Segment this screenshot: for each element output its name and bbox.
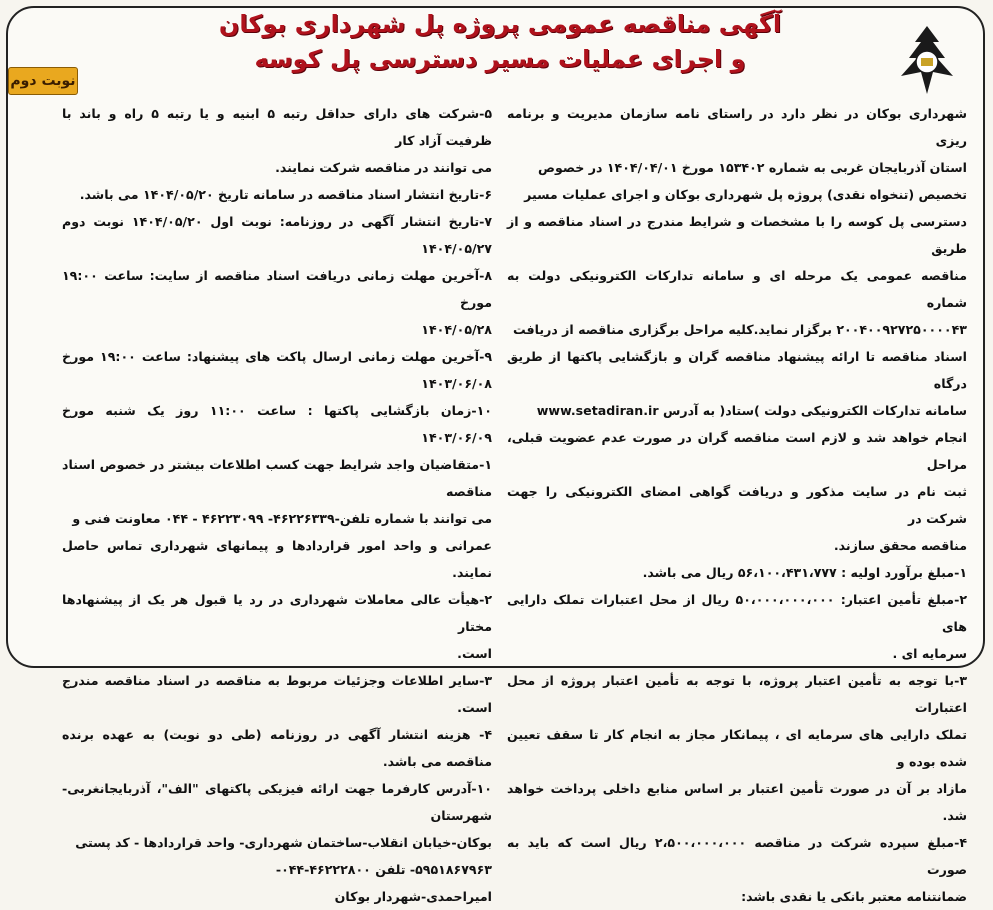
municipality-logo-icon — [887, 22, 967, 98]
edition-badge: نوبت دوم — [8, 67, 78, 95]
text-line: تخصیص (تنخواه نقدی) پروژه پل شهرداری بوکان و اجرای عملیات مسیر — [524, 187, 967, 202]
text-line: ۴- هزینه انتشار آگهی در روزنامه (طی دو نوبت) به عهده برنده مناقصه می باشد. — [62, 727, 492, 769]
text-line: شهرداری بوکان در نظر دارد در راستای نامه سازمان مدیریت و برنامه ریزی — [507, 106, 967, 148]
text-line: ۱-متقاضیان واجد شرایط جهت کسب اطلاعات بیشتر در خصوص اسناد مناقصه — [62, 457, 492, 499]
text-line: سرمایه ای . — [892, 646, 967, 661]
text-line: بوکان-خیابان انقلاب-ساختمان شهرداری- واحد قراردادها - کد پستی — [75, 835, 492, 850]
left-column — [62, 100, 492, 910]
text-line-url[interactable]: سامانه تدارکات الکترونیکی دولت )ستاد( به آدرس www.setadiran.ir — [536, 403, 967, 418]
text-line: تملک دارایی های سرمایه ای ، پیمانکار مجاز به انجام کار تا سقف تعیین شده بوده و — [507, 727, 967, 769]
notice-title-line1: آگهی مناقصه عمومی پروژه پل شهرداری بوکان — [218, 10, 782, 38]
text-line: ثبت نام در سایت مذکور و دریافت گواهی امضای الکترونیکی را جهت شرکت در — [507, 484, 967, 526]
text-line: انجام خواهد شد و لازم است مناقصه گران در صورت عدم عضویت قبلی، مراحل — [507, 430, 967, 472]
text-line: ۲-هیأت عالی معاملات شهرداری در رد یا قبول هر یک از پیشنهادها مختار — [62, 592, 492, 634]
text-line: ۷-تاریخ انتشار آگهی در روزنامه: نوبت اول ۱۴۰۴/۰۵/۲۰ نوبت دوم ۱۴۰۴/۰۵/۲۷ — [62, 214, 492, 256]
text-line: ۲۰۰۴۰۰۹۲۷۲۵۰۰۰۰۴۳ برگزار نماید.کلیه مراحل برگزاری مناقصه از دریافت — [513, 322, 967, 337]
text-line: ۴-مبلغ سپرده شرکت در مناقصه ۲،۵۰۰،۰۰۰،۰۰۰ ریال است که باید به صورت — [507, 835, 967, 877]
text-line: است. — [457, 646, 492, 661]
text-line: ۱۰-آدرس کارفرما جهت ارائه فیزیکی پاکتهای "الف"، آذربایجانغربی-شهرستان — [62, 781, 492, 823]
text-line: ۹-آخرین مهلت زمانی ارسال پاکت های پیشنهاد: ساعت ۱۹:۰۰ مورخ ۱۴۰۳/۰۶/۰۸ — [62, 349, 493, 391]
text-line: ۳-سایر اطلاعات وجزئیات مربوط به مناقصه در اسناد مناقصه مندرج است. — [62, 673, 492, 715]
text-line: مناقصه عمومی یک مرحله ای و سامانه تدارکات الکترونیکی دولت به شماره — [507, 268, 967, 310]
text-line: اسناد مناقصه تا ارائه پیشنهاد مناقصه گران و بازگشایی پاکتها از طریق درگاه — [507, 349, 967, 391]
text-line: ۳-با توجه به تأمین اعتبار پروژه، با توجه به تأمین اعتبار پروژه از محل اعتبارات — [507, 673, 967, 715]
text-line: دسترسی پل کوسه را با مشخصات و شرایط مندرج در اسناد مناقصه و از طریق — [507, 214, 967, 256]
text-line: ۱۴۰۴/۰۵/۲۸ — [421, 322, 492, 337]
text-line: ۵۹۵۱۸۶۷۹۶۳- تلفن ۴۶۲۲۲۸۰۰-۰۴۴- — [275, 862, 492, 877]
text-line: استان آذربایجان غربی به شماره ۱۵۳۴۰۲ مورخ ۱۴۰۴/۰۴/۰۱ در خصوص — [538, 160, 967, 175]
text-line: مازاد بر آن در صورت تأمین اعتبار بر اساس منابع داخلی پرداخت خواهد شد. — [507, 781, 967, 823]
text-line: مناقصه محقق سازند. — [833, 538, 967, 553]
text-line: ۸-آخرین مهلت زمانی دریافت اسناد مناقصه از سایت: ساعت ۱۹:۰۰ مورخ — [62, 268, 492, 310]
right-column — [507, 100, 967, 910]
notice-title-line2: و اجرای عملیات مسیر دسترسی پل کوسه — [254, 45, 746, 73]
text-line: ۱۰-زمان بازگشایی پاکتها : ساعت ۱۱:۰۰ روز یک شنبه مورخ ۱۴۰۳/۰۶/۰۹ — [62, 403, 492, 445]
text-line: می توانند در مناقصه شرکت نمایند. — [275, 160, 492, 175]
text-line: ۵-شرکت های دارای حداقل رتبه ۵ ابنیه و یا رتبه ۵ راه و باند با ظرفیت آزاد کار — [62, 106, 493, 148]
text-line: ۶-تاریخ انتشار اسناد مناقصه در سامانه تاریخ ۱۴۰۴/۰۵/۲۰ می باشد. — [79, 187, 492, 202]
text-line: عمرانی و واحد امور قراردادها و پیمانهای شهرداری تماس حاصل نمایند. — [62, 538, 492, 580]
text-line: ۲-مبلغ تأمین اعتبار: ۵۰،۰۰۰،۰۰۰،۰۰۰ ریال از محل اعتبارات تملک دارایی های — [507, 592, 967, 634]
text-line: ۱-مبلغ برآورد اولیه : ۵۶،۱۰۰،۴۳۱،۷۷۷ ریال می باشد. — [642, 565, 967, 580]
text-line: ضمانتنامه معتبر بانکی یا نقدی باشد: — [741, 889, 967, 904]
text-line: می توانند با شماره تلفن-۴۶۲۲۶۳۳۹- ۴۶۲۲۳۰۹۹ - ۰۴۴ معاونت فنی و — [72, 511, 492, 526]
signature-line: امیراحمدی-شهردار بوکان — [334, 889, 492, 904]
